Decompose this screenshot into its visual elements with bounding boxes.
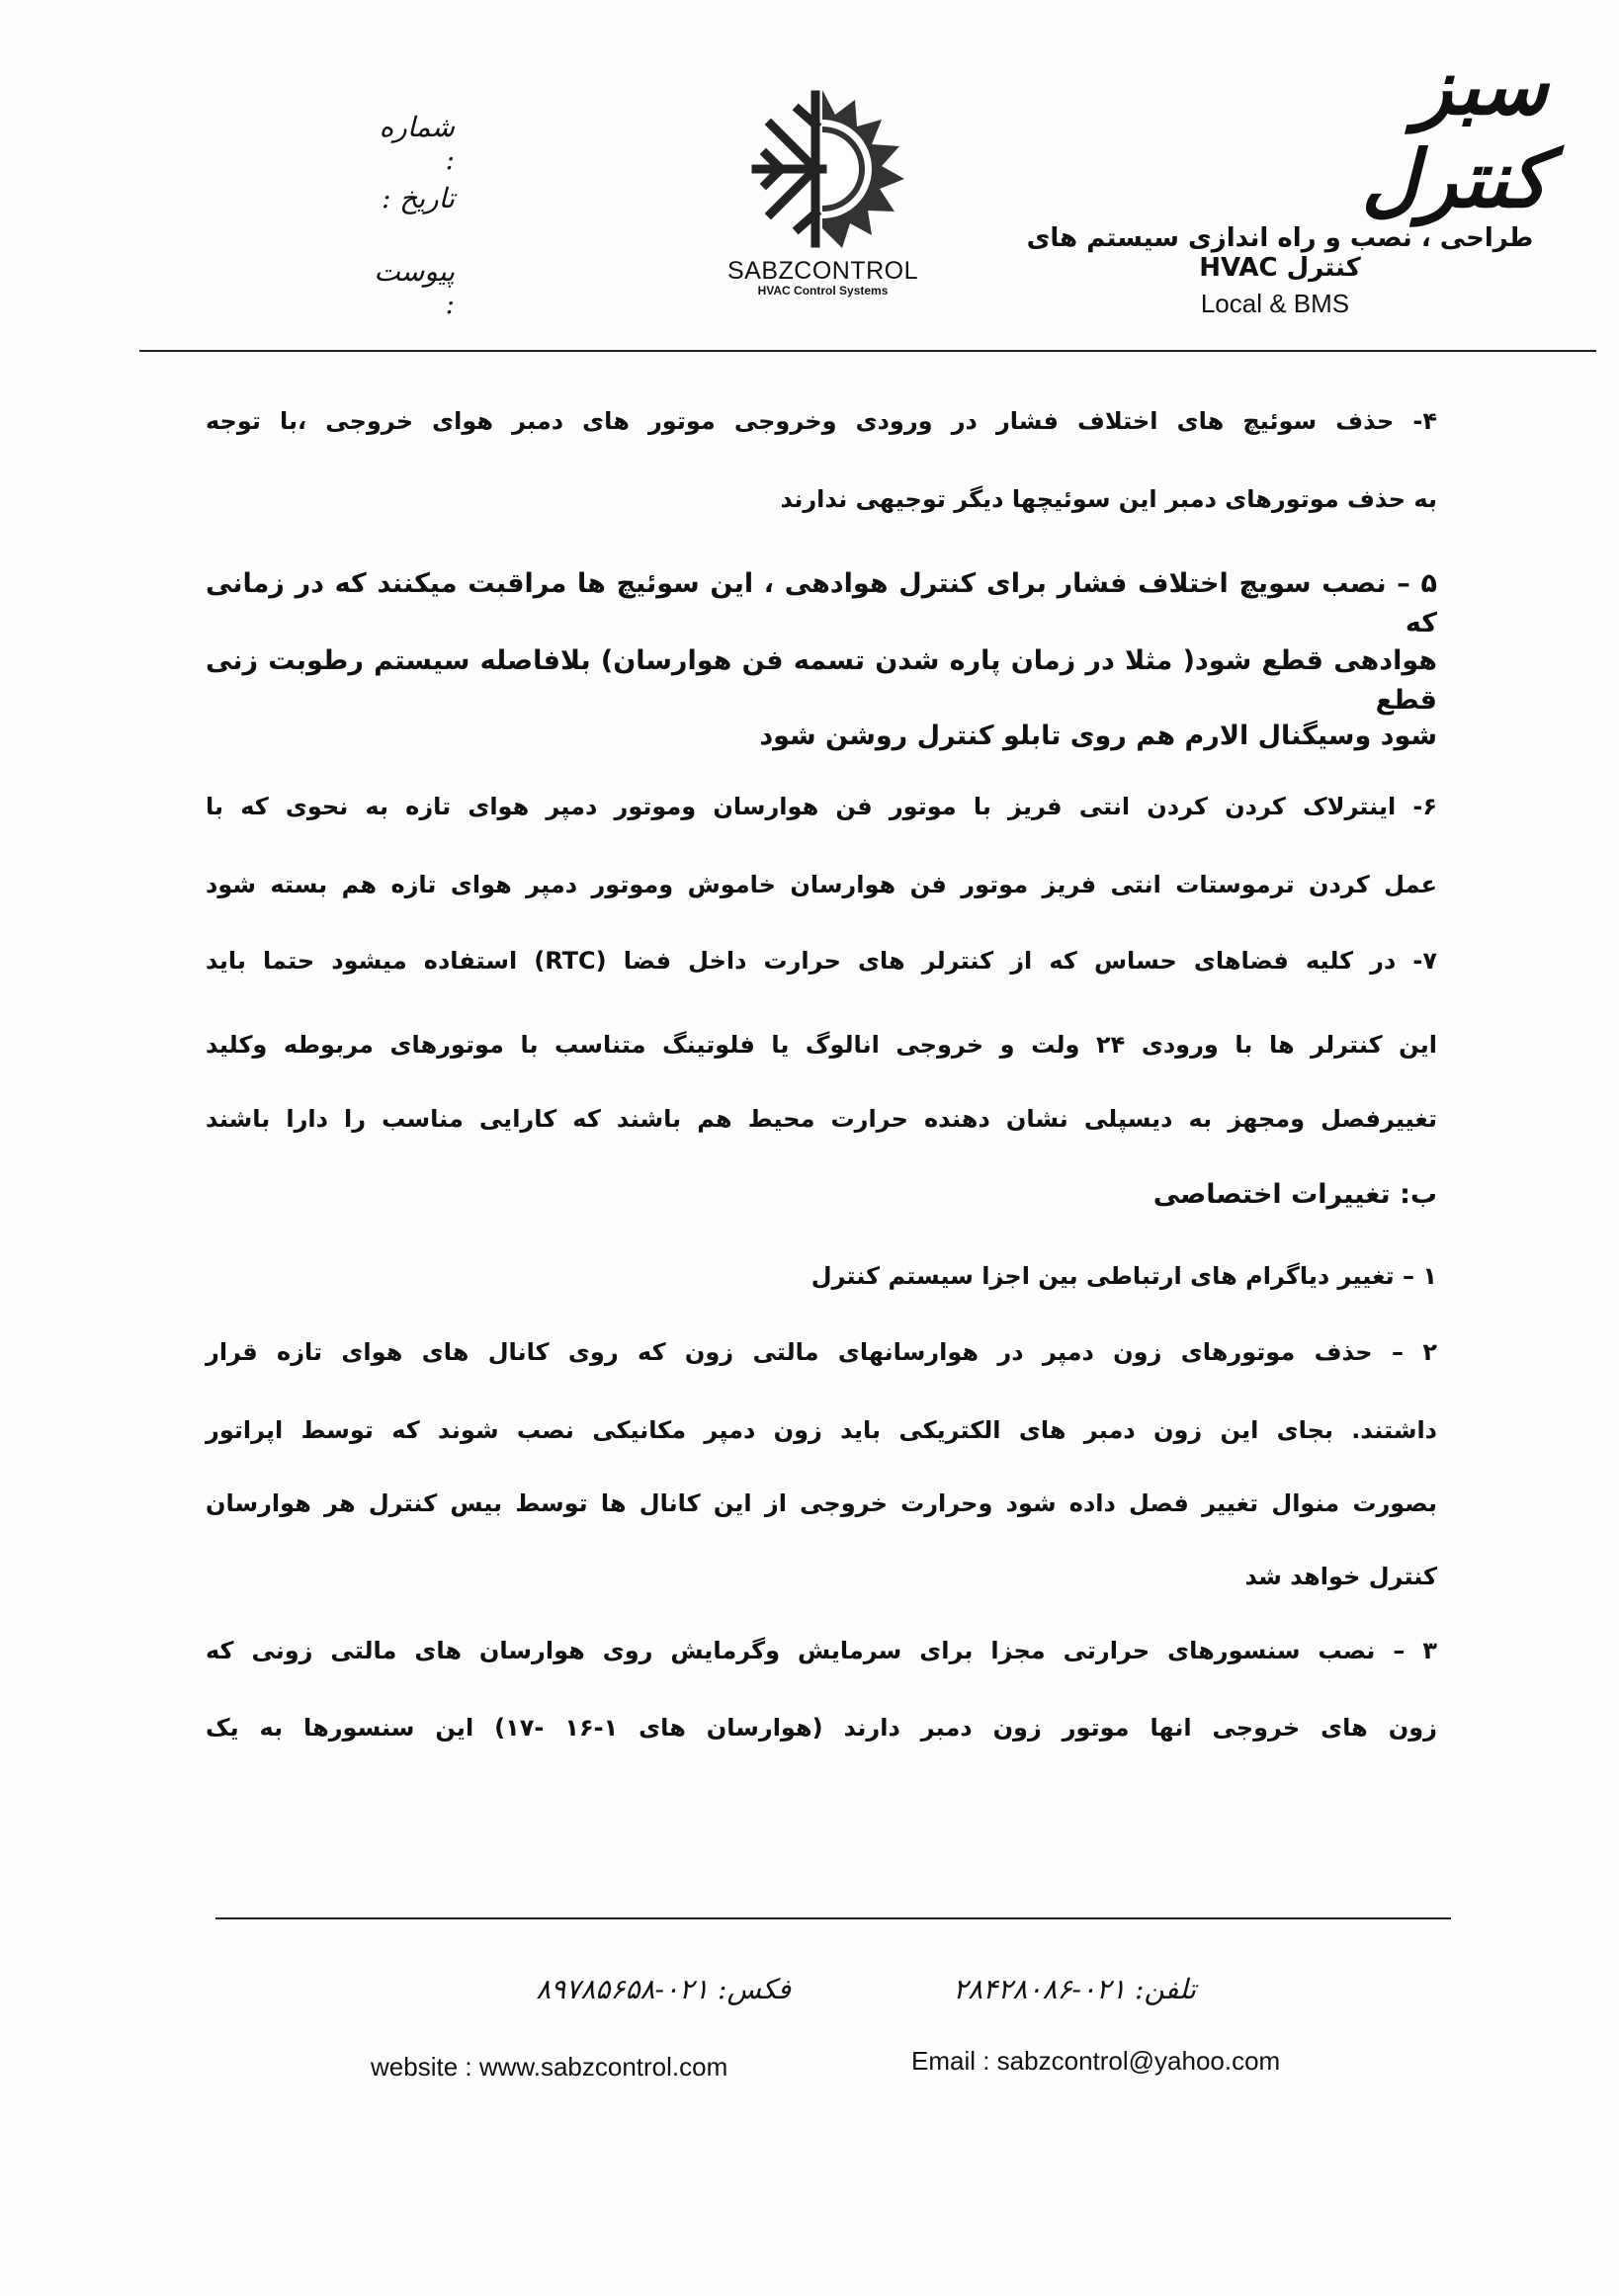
text-line: ۴- حذف سوئیچ های اختلاف فشار در ورودی وخروجی موتور های دمبر هوای خروجی ،با توجه	[206, 407, 1437, 435]
text-line: ۵ – نصب سویچ اختلاف فشار برای کنترل هوادهی ، این سوئیچ ها مراقبت میکنند که در زمانی که	[206, 568, 1437, 638]
date-label: تاریخ :	[381, 182, 455, 214]
text-line: شود وسیگنال الارم هم روی تابلو کنترل روشن شود	[759, 721, 1437, 751]
logo-subtitle: HVAC Control Systems	[757, 284, 889, 298]
text-line: ۷- در کلیه فضاهای حساس که از کنترلر های حرارت داخل فضا (RTC) استفاده میشود حتما باید	[206, 947, 1438, 975]
number-label: شماره :	[379, 111, 455, 176]
text-line: ۱ – تغییر دیاگرام های ارتباطی بین اجزا سیستم کنترل	[810, 1262, 1437, 1290]
fax-number: فکس: ۰۲۱-۸۹۷۸۵۶۵۸	[536, 1973, 791, 2005]
phone-number: تلفن: ۰۲۱-۲۸۴۲۸۰۸۶	[953, 1973, 1196, 2005]
sabzcontrol-logo	[712, 85, 934, 298]
snowflake-sun-icon	[712, 85, 934, 253]
logo-name: SABZCONTROL	[726, 257, 919, 285]
footer-divider	[215, 1917, 1451, 1919]
text-line: هوادهی قطع شود( مثلا در زمان پاره شدن تسمه فن هوارسان) بلافاصله سیستم رطوبت زنی قطع	[206, 645, 1437, 716]
attachment-label: پیوست :	[374, 255, 455, 320]
section-heading: ب: تغییرات اختصاصی	[1152, 1179, 1437, 1210]
local-bms-label: Local & BMS	[1200, 289, 1350, 318]
text-line: ۶- اینترلاک کردن کردن انتی فریز با موتور فن هوارسان وموتور دمپر هوای تازه به نحوی که با	[206, 793, 1437, 820]
text-line: به حذف موتورهای دمبر این سوئیچها دیگر توجیهی ندارند	[780, 485, 1437, 513]
text-line: داشتند. بجای این زون دمبر های الکتریکی باید زون دمپر مکانیکی نصب شوند که توسط اپراتور	[206, 1416, 1437, 1444]
text-line: ۲ – حذف موتورهای زون دمپر در هوارسانهای مالتی زون که روی کانال های هوای تازه قرار	[206, 1338, 1437, 1366]
text-line: عمل کردن ترموستات انتی فریز موتور فن هوارسان خاموش وموتور دمپر هوای تازه هم بسته شود	[206, 871, 1437, 898]
website-link[interactable]: website : www.sabzcontrol.com	[371, 2052, 728, 2082]
email-link[interactable]: Email : sabzcontrol@yahoo.com	[911, 2046, 1281, 2076]
brand-script-logo: سبز کنترل	[1361, 40, 1548, 225]
company-subtitle: طراحی ، نصب و راه اندازی سیستم های کنترل HVAC	[1026, 223, 1534, 283]
header-divider	[139, 350, 1596, 352]
text-line: این کنترلر ها با ورودی ۲۴ ولت و خروجی انالوگ یا فلوتینگ متناسب با موتورهای مربوطه وکلید	[206, 1031, 1437, 1059]
text-line: کنترل خواهد شد	[1244, 1563, 1437, 1590]
text-line: ۳ – نصب سنسورهای حرارتی مجزا برای سرمایش وگرمایش روی هوارسان های مالتی زونی که	[206, 1637, 1437, 1664]
text-line: بصورت منوال تغییر فصل داده شود وحرارت خروجی از این کانال ها توسط بیس کنترل هر هوارسان	[206, 1489, 1437, 1517]
text-line: زون های خروجی انها موتور زون دمبر دارند (هوارسان های ۱-۱۶ -۱۷) این سنسورها به یک	[206, 1714, 1437, 1742]
text-line: تغییرفصل ومجهز به دیسپلی نشان دهنده حرارت محیط هم باشند که کارایی مناسب را دارا باشند	[206, 1105, 1437, 1133]
